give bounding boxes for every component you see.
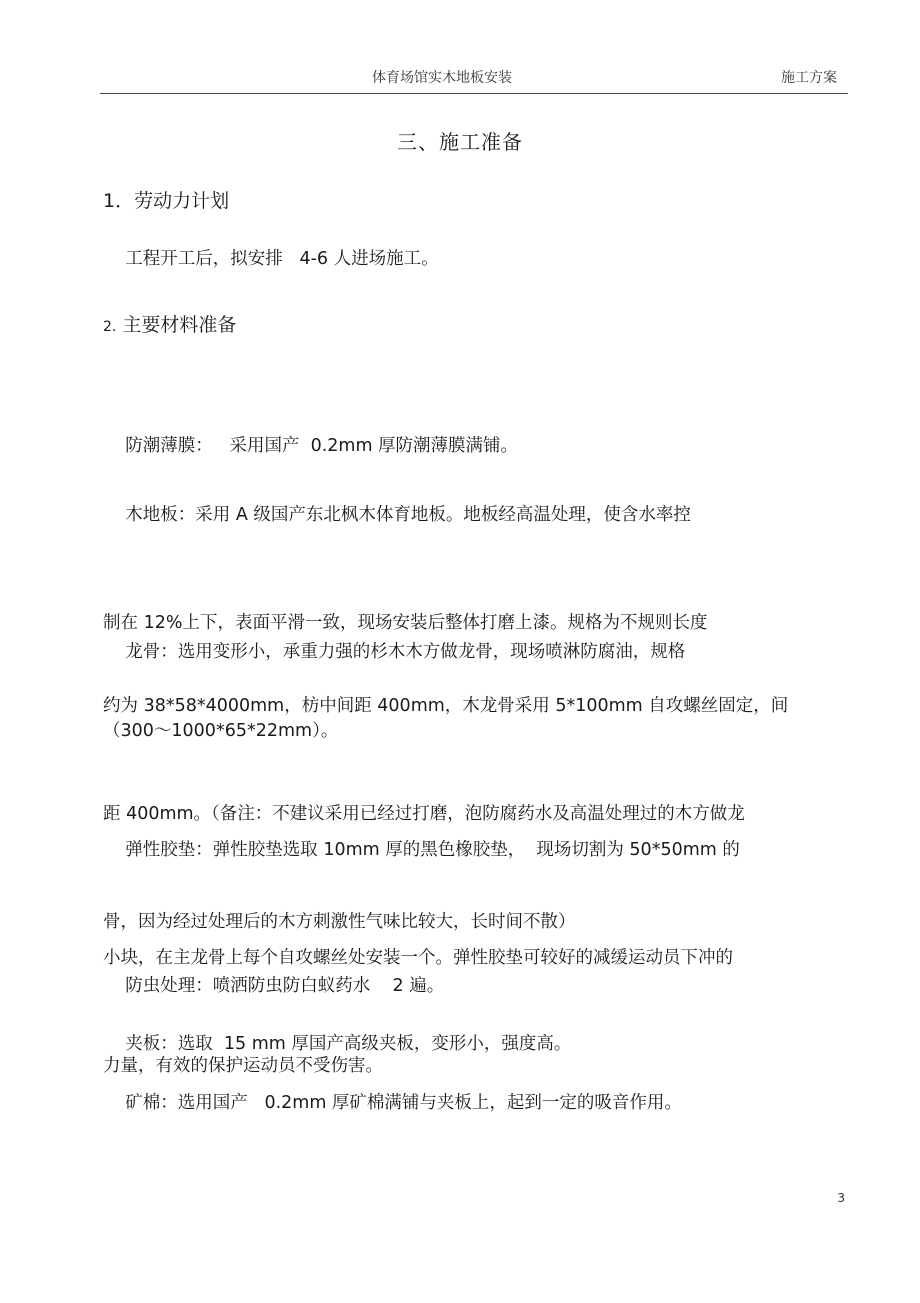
text-line: 约为 38*58*4000mm，枋中间距 400mm，木龙骨采用 5*100mm 自攻螺丝固定，间: [103, 696, 789, 716]
text-line: 夹板：选取 15 mm 厚国产高级夹板，变形小，强度高。: [103, 1034, 572, 1054]
header-doc-type: 施工方案: [781, 70, 837, 86]
text-line: 工程开工后，拟安排 4-6 人进场施工。: [103, 249, 439, 269]
heading-number: 1．: [103, 190, 135, 212]
heading-text: 主要材料准备: [122, 314, 237, 336]
text-line: 骨，因为经过处理后的木方刺激性气味比较大，长时间不散）: [103, 912, 576, 932]
subsection-heading-labor: [103, 186, 229, 213]
paragraph-labor: [103, 241, 843, 277]
paragraph-mineral-wool: [103, 1013, 843, 1157]
header-rule: [100, 93, 848, 94]
subsection-heading-materials: [103, 310, 236, 337]
text-line: 小块，在主龙骨上每个自攻螺丝处安装一个。弹性胶垫可较好的减缓运动员下冲的: [103, 948, 733, 968]
text-line: 力量，有效的保护运动员不受伤害。: [103, 1056, 383, 1076]
text-line: 矿棉：选用国产 0.2mm 厚矿棉满铺与夹板上，起到一定的吸音作用。: [103, 1093, 682, 1113]
text-line: 防虫处理：喷洒防虫防白蚁药水 2 遍。: [103, 976, 445, 996]
text-line: 距 400mm。（备注：不建议采用已经过打磨，泡防腐药水及高温处理过的木方做龙: [103, 804, 745, 824]
text-line: 木地板：采用 A 级国产东北枫木体育地板。地板经高温处理，使含水率控: [103, 505, 691, 525]
header-doc-title: 体育场馆实木地板安装: [372, 70, 512, 86]
heading-number: 2.: [103, 319, 117, 335]
text-line: 弹性胶垫：弹性胶垫选取 10mm 厚的黑色橡胶垫， 现场切割为 50*50mm 的: [103, 840, 740, 860]
text-line: （300～1000*65*22mm）。: [103, 721, 339, 741]
text-line: 制在 12%上下，表面平滑一致，现场安装后整体打磨上漆。规格为不规则长度: [103, 613, 708, 633]
text-line: 防潮薄膜： 采用国产 0.2mm 厚防潮薄膜满铺。: [103, 436, 519, 456]
page-number: 3: [837, 1191, 845, 1205]
section-title: 三、施工准备: [397, 130, 523, 154]
heading-text: 劳动力计划: [134, 190, 230, 212]
text-line: 龙骨：选用变形小，承重力强的杉木木方做龙骨，现场喷淋防腐油，规格: [103, 642, 686, 662]
